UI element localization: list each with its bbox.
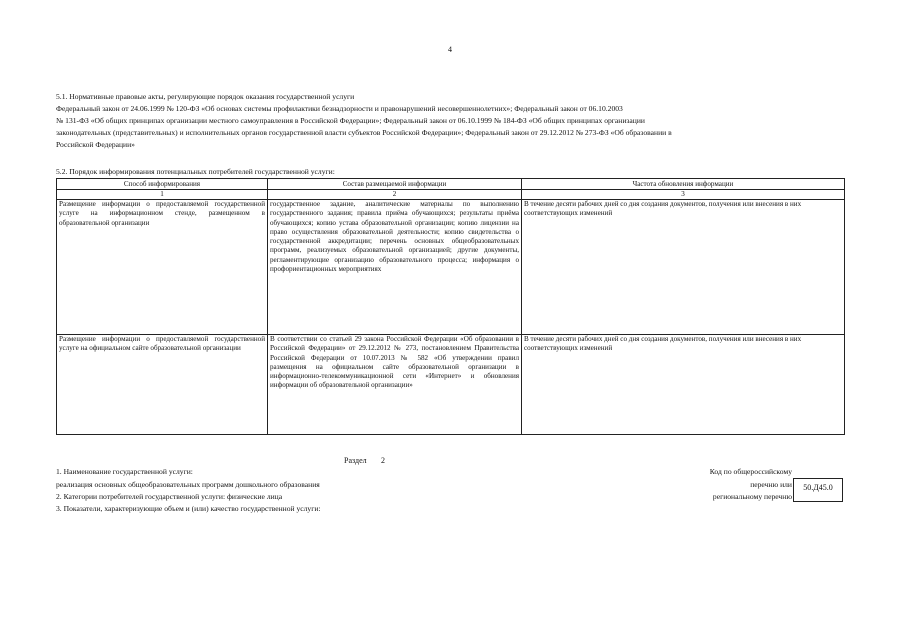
table-row xyxy=(57,200,845,335)
service-name-value: реализация основных общеобразовательных программ дошкольного образования xyxy=(56,480,320,489)
column-number: 3 xyxy=(522,190,845,200)
legal-acts-line-4: Российской Федерации» xyxy=(56,140,135,149)
content-cell: государственное задание, аналитические материалы по выполнению государственного задания; правила приёма обучающихся; результаты приёма обучающихся; копию устава образовательной организации; копию лицензии на право осуществления образовательной деятельности; копию свидетельства о государственной аккредитации; перечень основных общеобразовательных программ, реализуемых образовательной организацией; другие документы, регламентирующие организацию образовательного процесса; информация о профориентационных мероприятиях xyxy=(268,200,522,335)
method-cell: Размещение информации о предоставляемой государственной услуге на информационном стенде, размещенном в образовательной организации xyxy=(57,200,268,335)
column-number: 2 xyxy=(268,190,522,200)
page-number: 4 xyxy=(448,45,452,54)
consumer-categories: 2. Категории потребителей государственной услуги: физические лица xyxy=(56,492,283,501)
content-cell: В соответствии со статьей 29 закона Российской Федерации «Об образовании в Российской Федерации» от 29.12.2012 № 273, постановлением Правительства Российской Федерации от 10.07.2013 № 582 «Об утверждении правил размещения на официальном сайте образовательной организации в информационно-телекоммуникационной сети «Интернет» и обновления информации об образовательной организации» xyxy=(268,335,522,435)
frequency-cell: В течение десяти рабочих дней со дня создания документов, получения или внесения в них соответствующих изменений xyxy=(522,335,845,435)
legal-acts-line-3: законодательных (представительных) и исполнительных органов государственной власти субъектов Российской Федерации»; Федеральный закон от 29.12.2012 № 273-ФЗ «Об образовании в xyxy=(56,128,672,137)
legal-acts-line-1: Федеральный закон от 24.06.1999 № 120-ФЗ «Об основах системы профилактики безнадзорности и правонарушений несовершеннолетних»; Федеральный закон от 06.10.2003 xyxy=(56,104,623,113)
column-header: Частота обновления информации xyxy=(522,179,845,190)
code-label-line-1: Код по общероссийскому xyxy=(709,467,792,476)
section-number: 2 xyxy=(381,456,385,465)
code-label-line-2: перечню или xyxy=(750,480,792,489)
section-5-2-heading: 5.2. Порядок информирования потенциальных потребителей государственной услуги: xyxy=(56,167,335,176)
indicators-heading: 3. Показатели, характеризующие объем и (или) качество государственной услуги: xyxy=(56,504,321,513)
table-header-row xyxy=(57,179,845,190)
legal-acts-line-2: № 131-ФЗ «Об общих принципах организации местного самоуправления в Российской Федерации»; Федеральный закон от 06.10.1999 № 184-ФЗ «Об общих принципах организации xyxy=(56,116,645,125)
column-number-row xyxy=(57,190,845,200)
frequency-cell: В течение десяти рабочих дней со дня создания документов, получения или внесения в них соответствующих изменений xyxy=(522,200,845,335)
service-name-label: 1. Наименование государственной услуги: xyxy=(56,467,193,476)
column-number: 1 xyxy=(57,190,268,200)
table-row xyxy=(57,335,845,435)
code-label-line-3: региональному перечню xyxy=(712,492,792,501)
column-header: Способ информирования xyxy=(57,179,268,190)
section-5-1-heading: 5.1. Нормативные правовые акты, регулирующие порядок оказания государственной услуги xyxy=(56,92,355,101)
information-table xyxy=(56,178,845,435)
service-code-box: 50.Д45.0 xyxy=(793,478,843,502)
method-cell: Размещение информации о предоставляемой государственной услуге на официальном сайте образовательной организации xyxy=(57,335,268,435)
column-header: Состав размещаемой информации xyxy=(268,179,522,190)
section-title: Раздел xyxy=(344,456,367,465)
